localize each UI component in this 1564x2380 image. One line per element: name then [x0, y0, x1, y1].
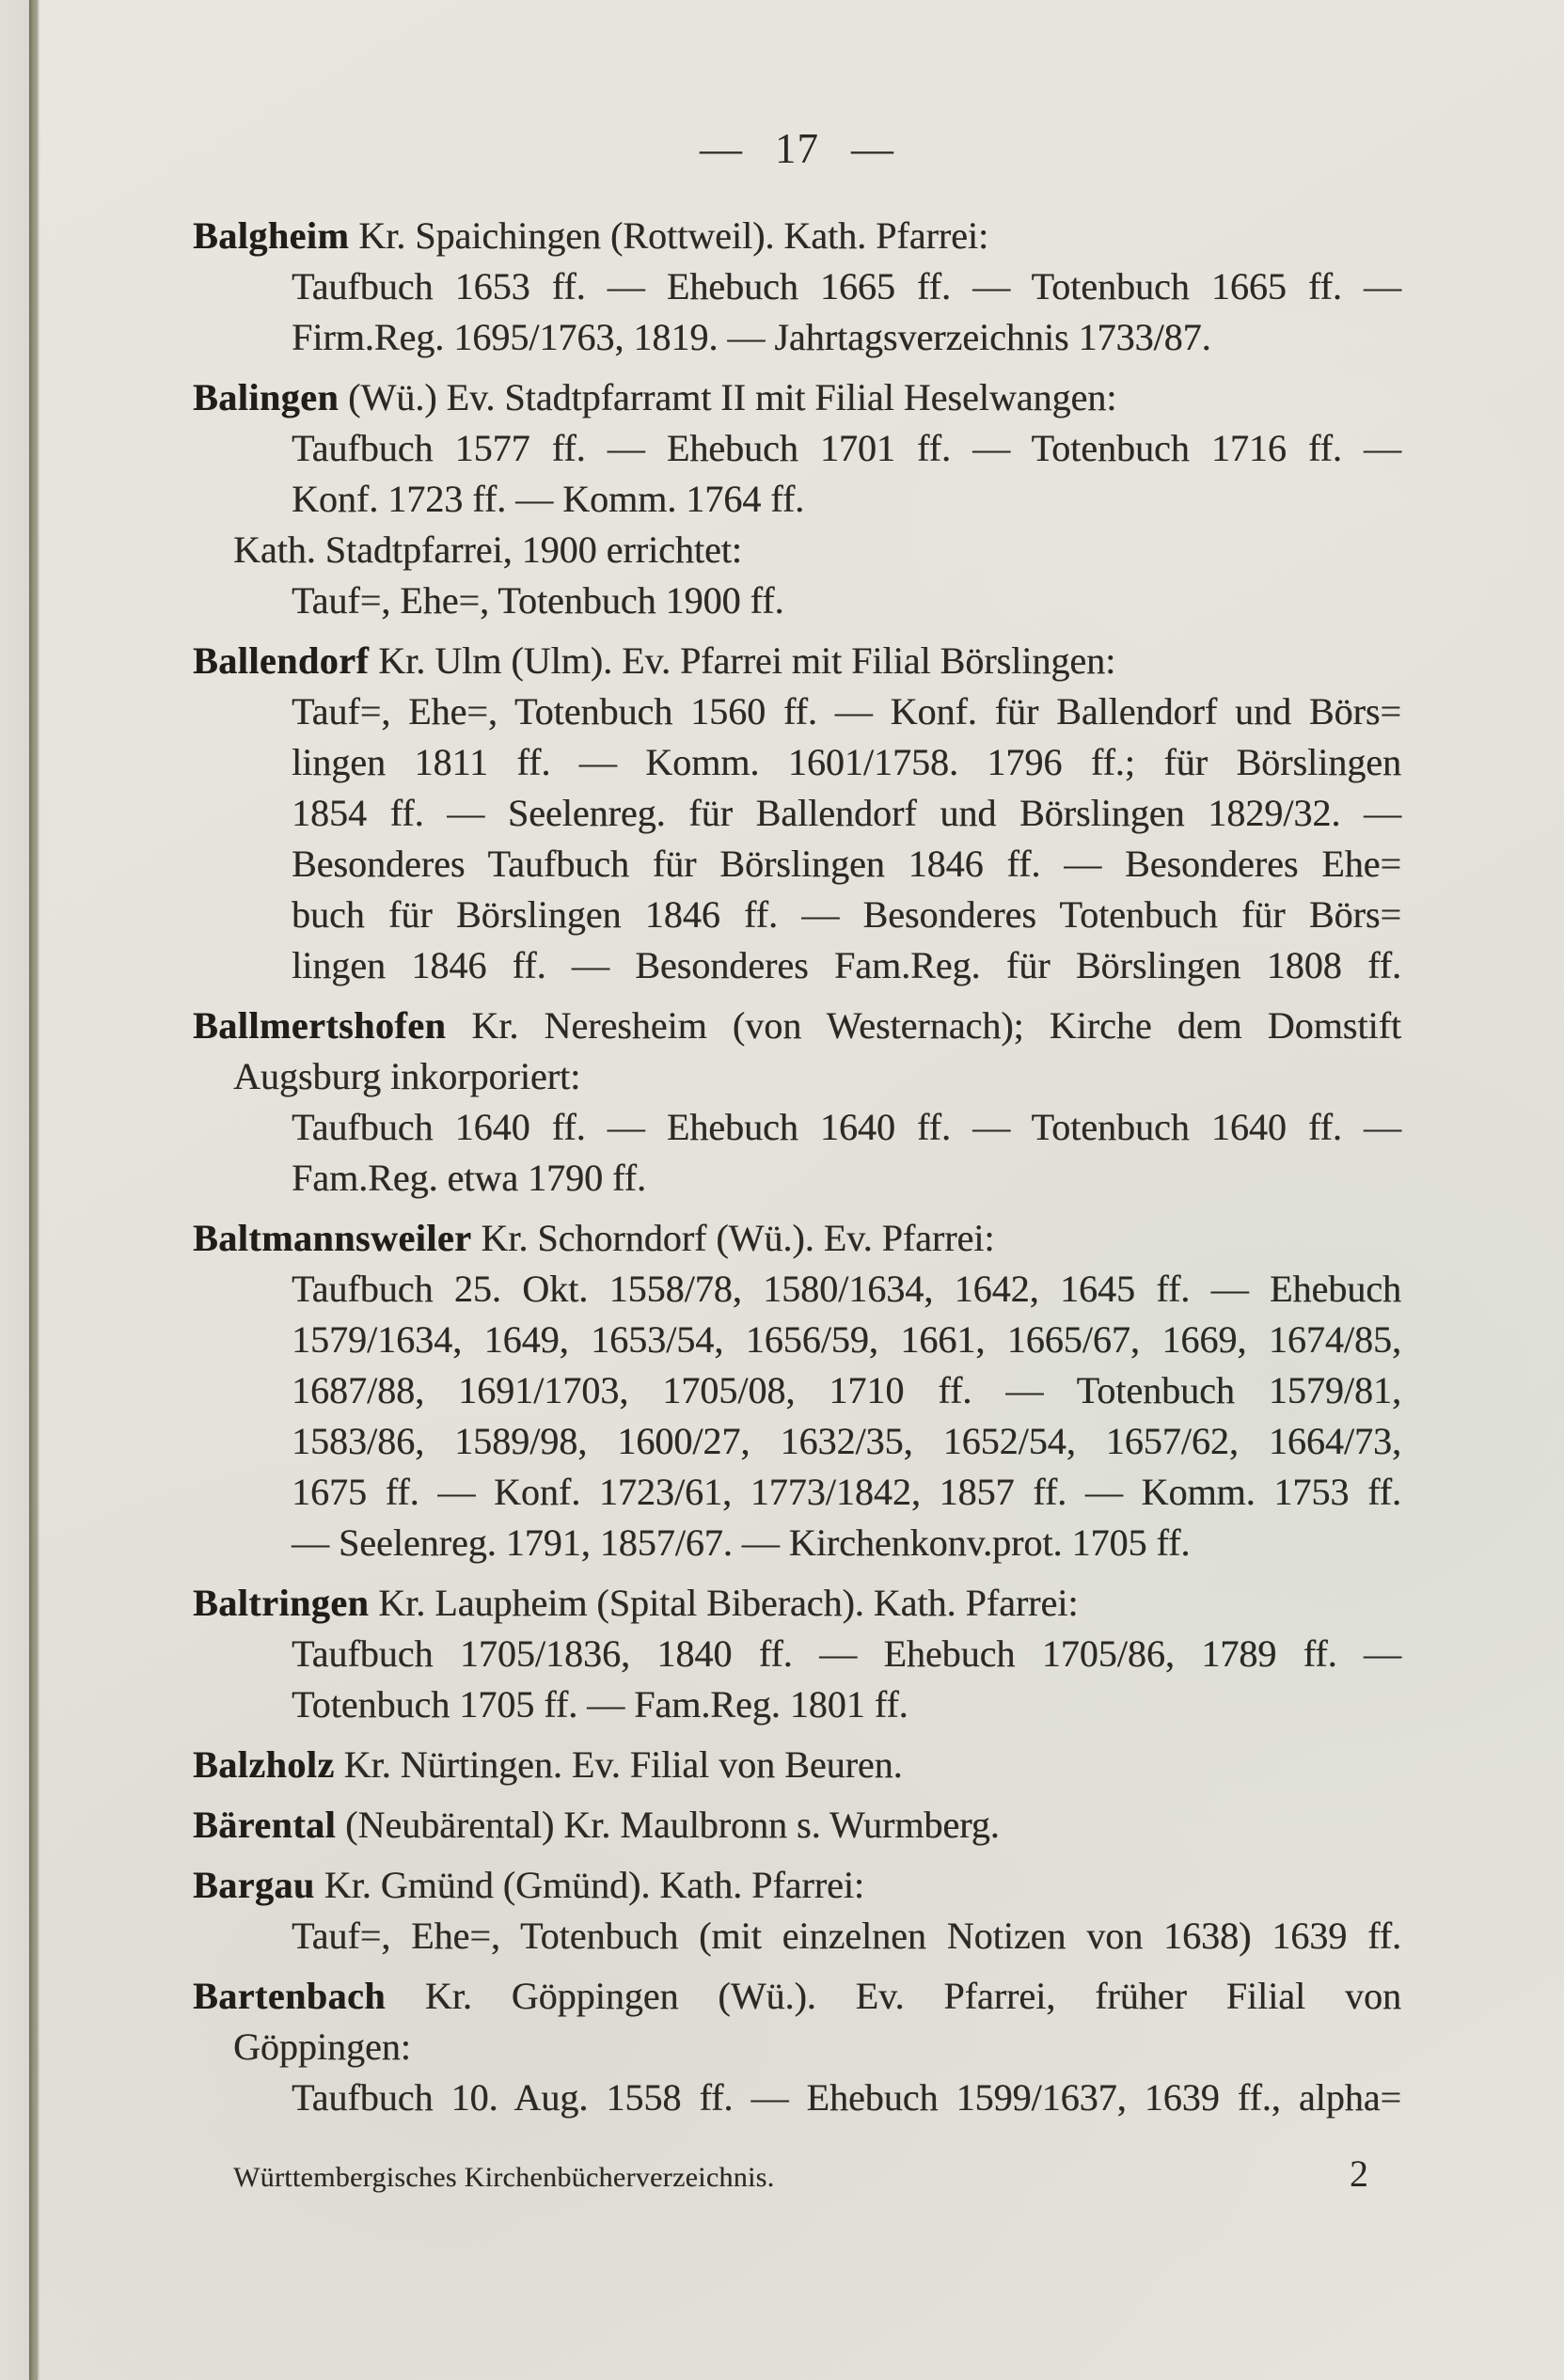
place-name: Bargau — [193, 1864, 315, 1906]
entry-baltringen — [193, 1578, 1401, 1730]
entry-baltmannsweiler — [193, 1213, 1401, 1568]
entry-line: Taufbuch 1705/1836, 1840 ff. — Ehebuch 1705/86, 1789 ff. — — [292, 1632, 1401, 1675]
entry-bargau — [193, 1860, 1401, 1962]
place-name: Balgheim — [193, 214, 350, 257]
entry-line: Kath. Stadtpfarrei, 1900 errichtet: — [233, 528, 742, 571]
entry-line: Göppingen: — [233, 2025, 411, 2068]
page-header — [193, 122, 1401, 175]
place-name: Baltringen — [193, 1582, 370, 1624]
entry-line: Ballendorf Kr. Ulm (Ulm). Ev. Pfarrei mit Filial Börslingen: — [193, 639, 1116, 682]
entry-balgheim — [193, 211, 1401, 363]
entry-line: Konf. 1723 ff. — Komm. 1764 ff. — [292, 478, 805, 520]
entry-line: Fam.Reg. etwa 1790 ff. — [292, 1157, 646, 1199]
entry-line: 1675 ff. — Konf. 1723/61, 1773/1842, 1857 ff. — Komm. 1753 ff. — [292, 1471, 1401, 1513]
entry-balzholz — [193, 1740, 1401, 1790]
place-name: Balzholz — [193, 1743, 335, 1786]
scan-edge-strip — [0, 0, 29, 2380]
book-binding-line — [29, 0, 38, 2380]
place-name: Baltmannsweiler — [193, 1217, 472, 1259]
entry-ballendorf — [193, 636, 1401, 991]
entry-line: — Seelenreg. 1791, 1857/67. — Kirchenkonv.prot. 1705 ff. — [292, 1521, 1191, 1564]
entry-line: Firm.Reg. 1695/1763, 1819. — Jahrtagsverzeichnis 1733/87. — [292, 316, 1211, 358]
entry-line: lingen 1846 ff. — Besonderes Fam.Reg. für Börslingen 1808 ff. — [292, 944, 1401, 986]
entry-balingen — [193, 372, 1401, 626]
entry-line: 1687/88, 1691/1703, 1705/08, 1710 ff. — Totenbuch 1579/81, — [292, 1369, 1401, 1411]
entries-list — [193, 211, 1401, 2123]
entry-line: Baltmannsweiler Kr. Schorndorf (Wü.). Ev. Pfarrei: — [193, 1217, 995, 1259]
entry-line: Taufbuch 1577 ff. — Ehebuch 1701 ff. — Totenbuch 1716 ff. — — [292, 427, 1401, 469]
place-name: Bartenbach — [193, 1975, 386, 2017]
entry-line: Totenbuch 1705 ff. — Fam.Reg. 1801 ff. — [292, 1683, 908, 1726]
page-number: 17 — [775, 125, 819, 172]
header-left-dash: — — [700, 125, 743, 172]
entry-line: Ballmertshofen Kr. Neresheim (von Westernach); Kirche dem Domstift — [193, 1004, 1401, 1047]
footer-sheet-number: 2 — [1350, 2152, 1368, 2195]
entry-line: 1583/86, 1589/98, 1600/27, 1632/35, 1652/54, 1657/62, 1664/73, — [292, 1420, 1401, 1462]
entry-line: Augsburg inkorporiert: — [233, 1055, 581, 1097]
entry-line: Tauf=, Ehe=, Totenbuch (mit einzelnen Notizen von 1638) 1639 ff. — [292, 1915, 1401, 1957]
entry-line: lingen 1811 ff. — Komm. 1601/1758. 1796 ff.; für Börslingen — [292, 741, 1401, 783]
entry-line: Taufbuch 1653 ff. — Ehebuch 1665 ff. — Totenbuch 1665 ff. — — [292, 265, 1401, 307]
entry-line: Taufbuch 25. Okt. 1558/78, 1580/1634, 1642, 1645 ff. — Ehebuch — [292, 1268, 1401, 1310]
entry-line: Taufbuch 10. Aug. 1558 ff. — Ehebuch 1599/1637, 1639 ff., alpha= — [292, 2076, 1401, 2119]
entry-brental — [193, 1800, 1401, 1851]
place-name: Balingen — [193, 376, 340, 418]
entry-line: Bargau Kr. Gmünd (Gmünd). Kath. Pfarrei: — [193, 1864, 865, 1906]
entry-line: Balzholz Kr. Nürtingen. Ev. Filial von Beuren. — [193, 1743, 903, 1786]
entry-line: Besonderes Taufbuch für Börslingen 1846 ff. — Besonderes Ehe= — [292, 843, 1401, 885]
entry-line: 1854 ff. — Seelenreg. für Ballendorf und Börslingen 1829/32. — — [292, 792, 1401, 834]
entry-line: buch für Börslingen 1846 ff. — Besonderes Totenbuch für Börs= — [292, 893, 1401, 936]
entry-line: Tauf=, Ehe=, Totenbuch 1900 ff. — [292, 579, 784, 622]
entry-line: Tauf=, Ehe=, Totenbuch 1560 ff. — Konf. für Ballendorf und Börs= — [292, 690, 1401, 733]
entry-line: Taufbuch 1640 ff. — Ehebuch 1640 ff. — Totenbuch 1640 ff. — — [292, 1106, 1401, 1148]
entry-bartenbach — [193, 1971, 1401, 2123]
place-name: Ballmertshofen — [193, 1004, 447, 1047]
footer-series-title: Württembergisches Kirchenbücherverzeichnis. — [233, 2162, 775, 2193]
page-footer — [233, 2151, 1368, 2196]
entry-line: Balingen (Wü.) Ev. Stadtpfarramt II mit Filial Heselwangen: — [193, 376, 1117, 418]
entry-line: Bartenbach Kr. Göppingen (Wü.). Ev. Pfarrei, früher Filial von — [193, 1975, 1401, 2017]
header-right-dash: — — [851, 125, 894, 172]
entry-line: 1579/1634, 1649, 1653/54, 1656/59, 1661, 1665/67, 1669, 1674/85, — [292, 1318, 1401, 1361]
entry-line: Baltringen Kr. Laupheim (Spital Biberach). Kath. Pfarrei: — [193, 1582, 1079, 1624]
place-name: Bärental — [193, 1804, 337, 1846]
place-name: Ballendorf — [193, 639, 370, 682]
entry-line: Balgheim Kr. Spaichingen (Rottweil). Kath. Pfarrei: — [193, 214, 989, 257]
entry-line: Bärental (Neubärental) Kr. Maulbronn s. Wurmberg. — [193, 1804, 1000, 1846]
entry-ballmertshofen — [193, 1001, 1401, 1204]
